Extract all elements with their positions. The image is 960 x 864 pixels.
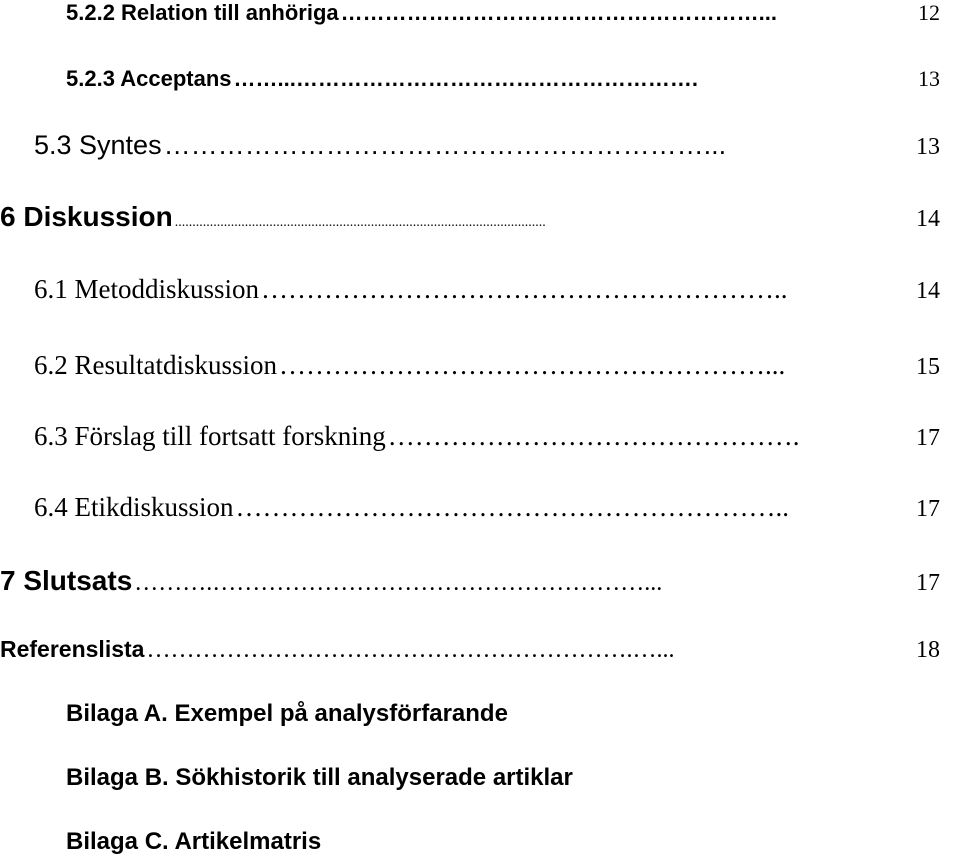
- toc-entry-page: 18: [916, 637, 940, 663]
- toc-entry-label: 6.3 Förslag till fortsatt forskning: [34, 421, 386, 451]
- toc-entry-6: [0, 201, 940, 233]
- toc-entry-leader: ……………………………………………………..: [235, 492, 790, 522]
- toc-entry-leader: …………………………………………………..: [261, 274, 788, 304]
- toc-entry-5-2-2: [66, 0, 940, 26]
- toc-entry-label: 5.2.2 Relation till anhöriga: [66, 0, 339, 25]
- toc-entry-page: 17: [916, 570, 940, 596]
- toc-entry-label: 6.4 Etikdiskussion: [34, 492, 234, 522]
- toc-entry-6-3: [34, 421, 940, 452]
- toc-entry-page: 14: [916, 278, 940, 304]
- toc-entry-page: 15: [916, 354, 940, 380]
- toc-entry-page: 17: [916, 425, 940, 451]
- toc-entry-7: [0, 565, 940, 597]
- toc-entry-leader: ……….………………………………………………...: [134, 570, 663, 596]
- toc-entry-label: 6 Diskussion: [0, 201, 173, 232]
- toc-entry-label: 6.1 Metoddiskussion: [34, 274, 260, 304]
- toc-entry-leader: ………………………………………………...: [279, 350, 786, 380]
- toc-entry-5-2-3: [66, 66, 940, 92]
- toc-entry-6-4: [34, 492, 940, 523]
- toc-entry-leader: ……………………………………….: [387, 421, 800, 451]
- toc-entry-leader: ..........................................................................................................: [174, 215, 546, 230]
- toc-entry-6-2: [34, 350, 940, 381]
- toc-entry-label: 6.2 Resultatdiskussion: [34, 350, 278, 380]
- toc-entry-label: 7 Slutsats: [0, 565, 133, 596]
- toc-entry-label: 5.3 Syntes: [34, 130, 162, 160]
- appendix-c: Bilaga C. Artikelmatris: [66, 828, 322, 855]
- toc-entry-label: 5.2.3 Acceptans: [66, 66, 232, 91]
- toc-entry-page: 14: [916, 206, 940, 232]
- toc-entry-5-3: [34, 130, 940, 161]
- toc-entry-page: 13: [916, 134, 940, 160]
- toc-entry-leader: ……………………………………………………...: [163, 130, 727, 160]
- toc-entry-6-1: [34, 274, 940, 305]
- toc-entry-page: 17: [916, 496, 940, 522]
- toc-entry-leader: ……...……………………………………………….: [233, 66, 698, 91]
- appendix-a: Bilaga A. Exempel på analysförfarande: [66, 700, 508, 727]
- toc-entry-referenslista: [0, 636, 940, 664]
- toc-entry-leader: …………………………………………………….…...: [146, 637, 675, 663]
- toc-entry-label: Referenslista: [0, 636, 145, 662]
- toc-entry-leader: …………………………………………………...: [340, 0, 777, 25]
- toc-entry-page: 13: [918, 66, 940, 91]
- appendix-b: Bilaga B. Sökhistorik till analyserade artiklar: [66, 764, 573, 791]
- toc-entry-page: 12: [918, 0, 940, 25]
